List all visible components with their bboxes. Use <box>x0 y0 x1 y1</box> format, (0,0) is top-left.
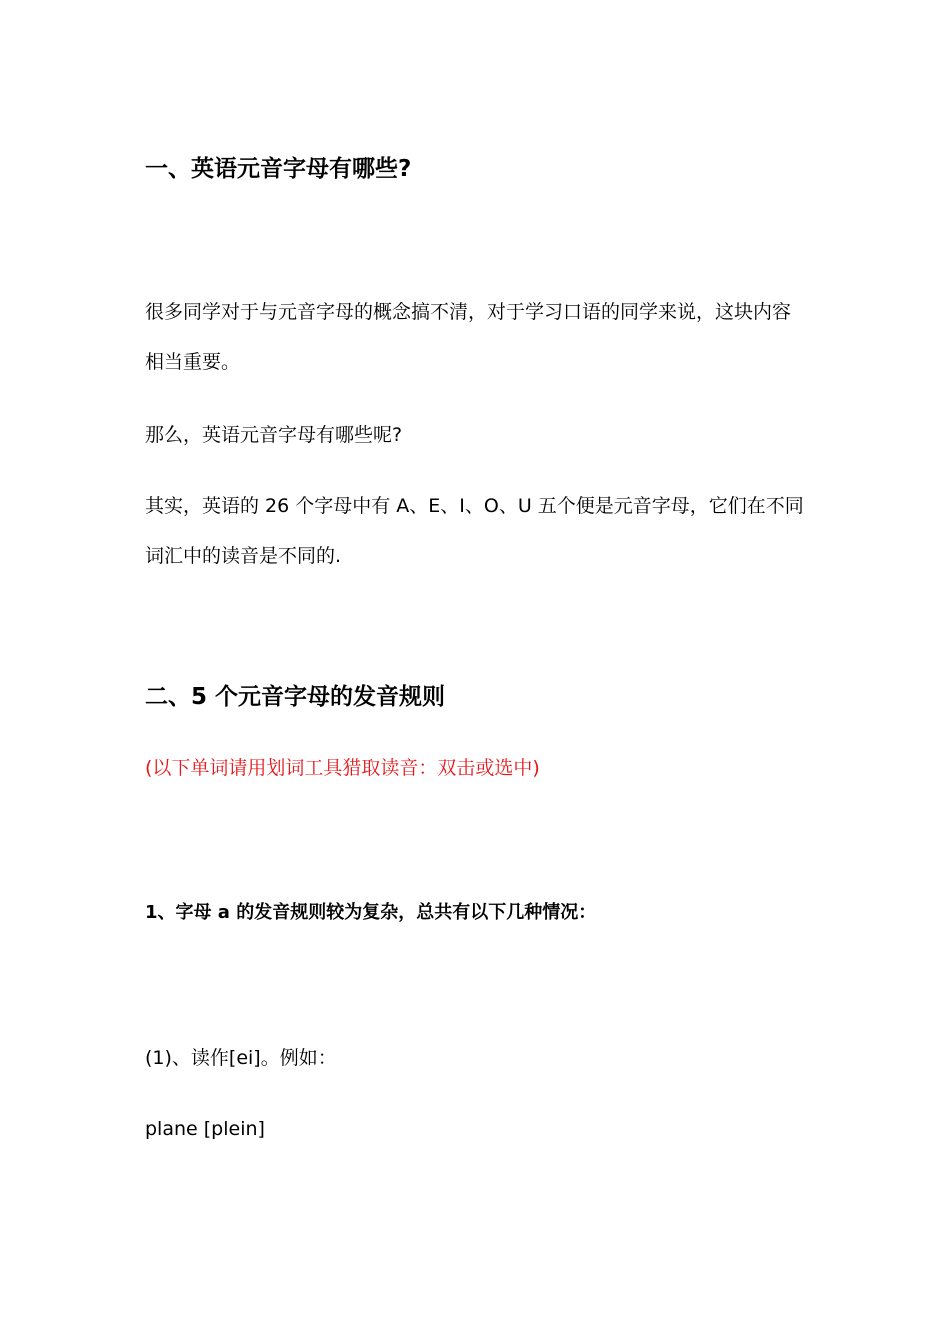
red-note: (以下单词请用划词工具猎取读音：双击或选中) <box>145 757 540 779</box>
paragraph: 那么，英语元音字母有哪些呢? <box>145 424 403 446</box>
paragraph-line: 很多同学对于与元音字母的概念搞不清，对于学习口语的同学来说，这块内容 <box>145 301 792 323</box>
list-item-label: (1)、读作[ei]。例如： <box>145 1047 337 1069</box>
subheading-letter-a: 1、字母 a 的发音规则较为复杂，总共有以下几种情况： <box>145 902 597 923</box>
example-word: plane [plein] <box>145 1118 265 1140</box>
section-heading-vowels: 一、英语元音字母有哪些? <box>145 156 412 182</box>
section-heading-rules: 二、5 个元音字母的发音规则 <box>145 684 446 710</box>
paragraph-line: 词汇中的读音是不同的. <box>145 545 342 567</box>
paragraph-line: 其实，英语的 26 个字母中有 A、E、I、O、U 五个便是元音字母，它们在不同 <box>145 495 804 517</box>
paragraph-line: 相当重要。 <box>145 351 241 373</box>
